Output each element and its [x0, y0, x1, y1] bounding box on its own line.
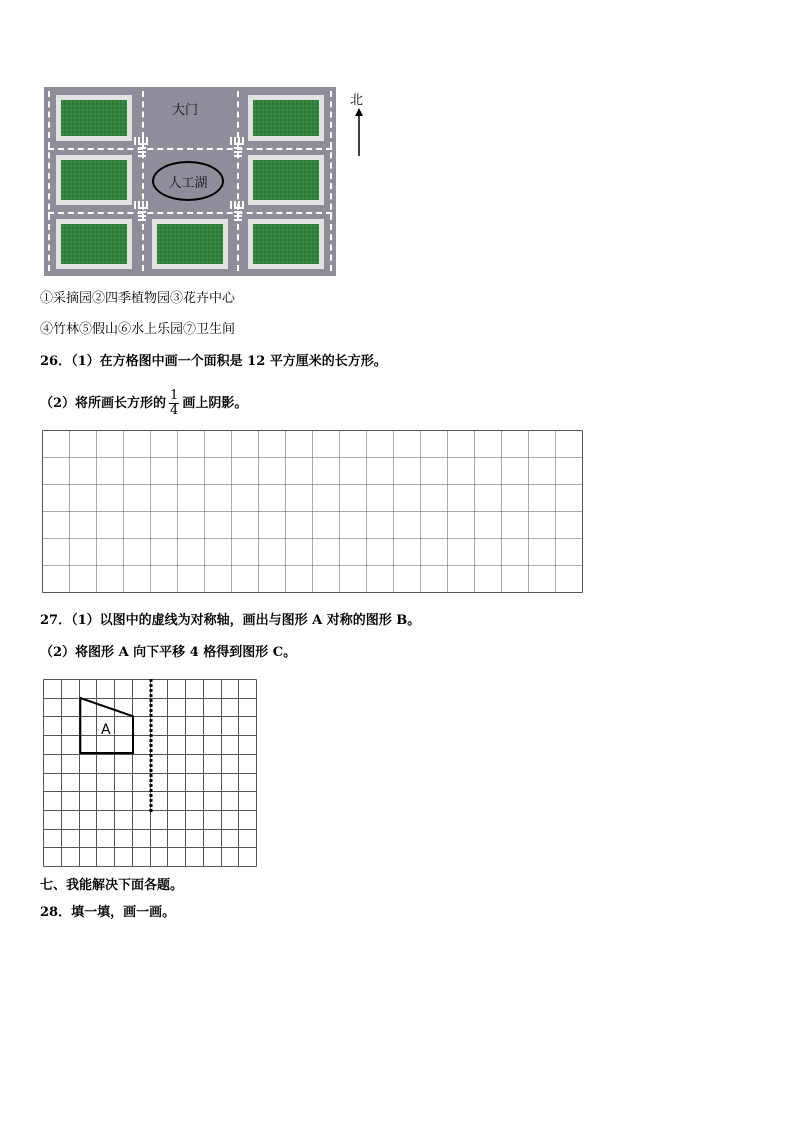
q26-part2-prefix: （2）将所画长方形的: [40, 395, 167, 411]
q27-part1: 27．（1）以图中的虚线为对称轴，画出与图形 A 对称的图形 B。: [40, 613, 421, 628]
fraction: [169, 389, 179, 418]
gate-label: 大门: [172, 103, 199, 118]
q26-part2-suffix: 画上阴影。: [182, 395, 248, 411]
road-marking: [237, 91, 239, 271]
lake-text: 人工湖: [168, 175, 208, 191]
road-marking: [48, 91, 50, 271]
q26-part1: 26．（1）在方格图中画一个面积是 12 平方厘米的长方形。: [40, 354, 387, 369]
q28-text: 28．填一填，画一画。: [40, 905, 176, 920]
plot-middle-right: [248, 155, 324, 205]
q26-grid: [42, 430, 583, 593]
fraction-numerator: 1: [170, 388, 179, 403]
road-marking: [48, 148, 332, 150]
road-marking: [142, 91, 144, 271]
road-marking: [330, 91, 332, 271]
lake-label: [152, 161, 224, 201]
q27-part2: （2）将图形 A 向下平移 4 格得到图形 C。: [40, 645, 297, 660]
plot-top-right: [248, 95, 324, 141]
legend-line-1: ①采摘园②四季植物园③花卉中心: [40, 291, 236, 306]
q26-part2: [40, 389, 247, 418]
plot-top-left: [56, 95, 132, 141]
section-7-title: 七、我能解决下面各题。: [40, 878, 184, 893]
crosswalk: [138, 143, 146, 157]
plot-middle-left: [56, 155, 132, 205]
crosswalk: [234, 143, 242, 157]
road-marking: [48, 212, 332, 214]
fraction-denominator: 4: [170, 403, 179, 418]
north-arrow-icon: [353, 108, 365, 158]
shape-a-label: A: [101, 722, 111, 738]
north-label: 北: [350, 93, 364, 108]
q27-grid: [43, 679, 257, 867]
crosswalk: [138, 207, 146, 221]
q27-grid-lines: [44, 680, 257, 867]
plot-bottom-center: [152, 219, 228, 269]
crosswalk: [234, 207, 242, 221]
plot-bottom-right: [248, 219, 324, 269]
plot-bottom-left: [56, 219, 132, 269]
legend-line-2: ④竹林⑤假山⑥水上乐园⑦卫生间: [40, 322, 236, 337]
park-map: [44, 87, 336, 276]
